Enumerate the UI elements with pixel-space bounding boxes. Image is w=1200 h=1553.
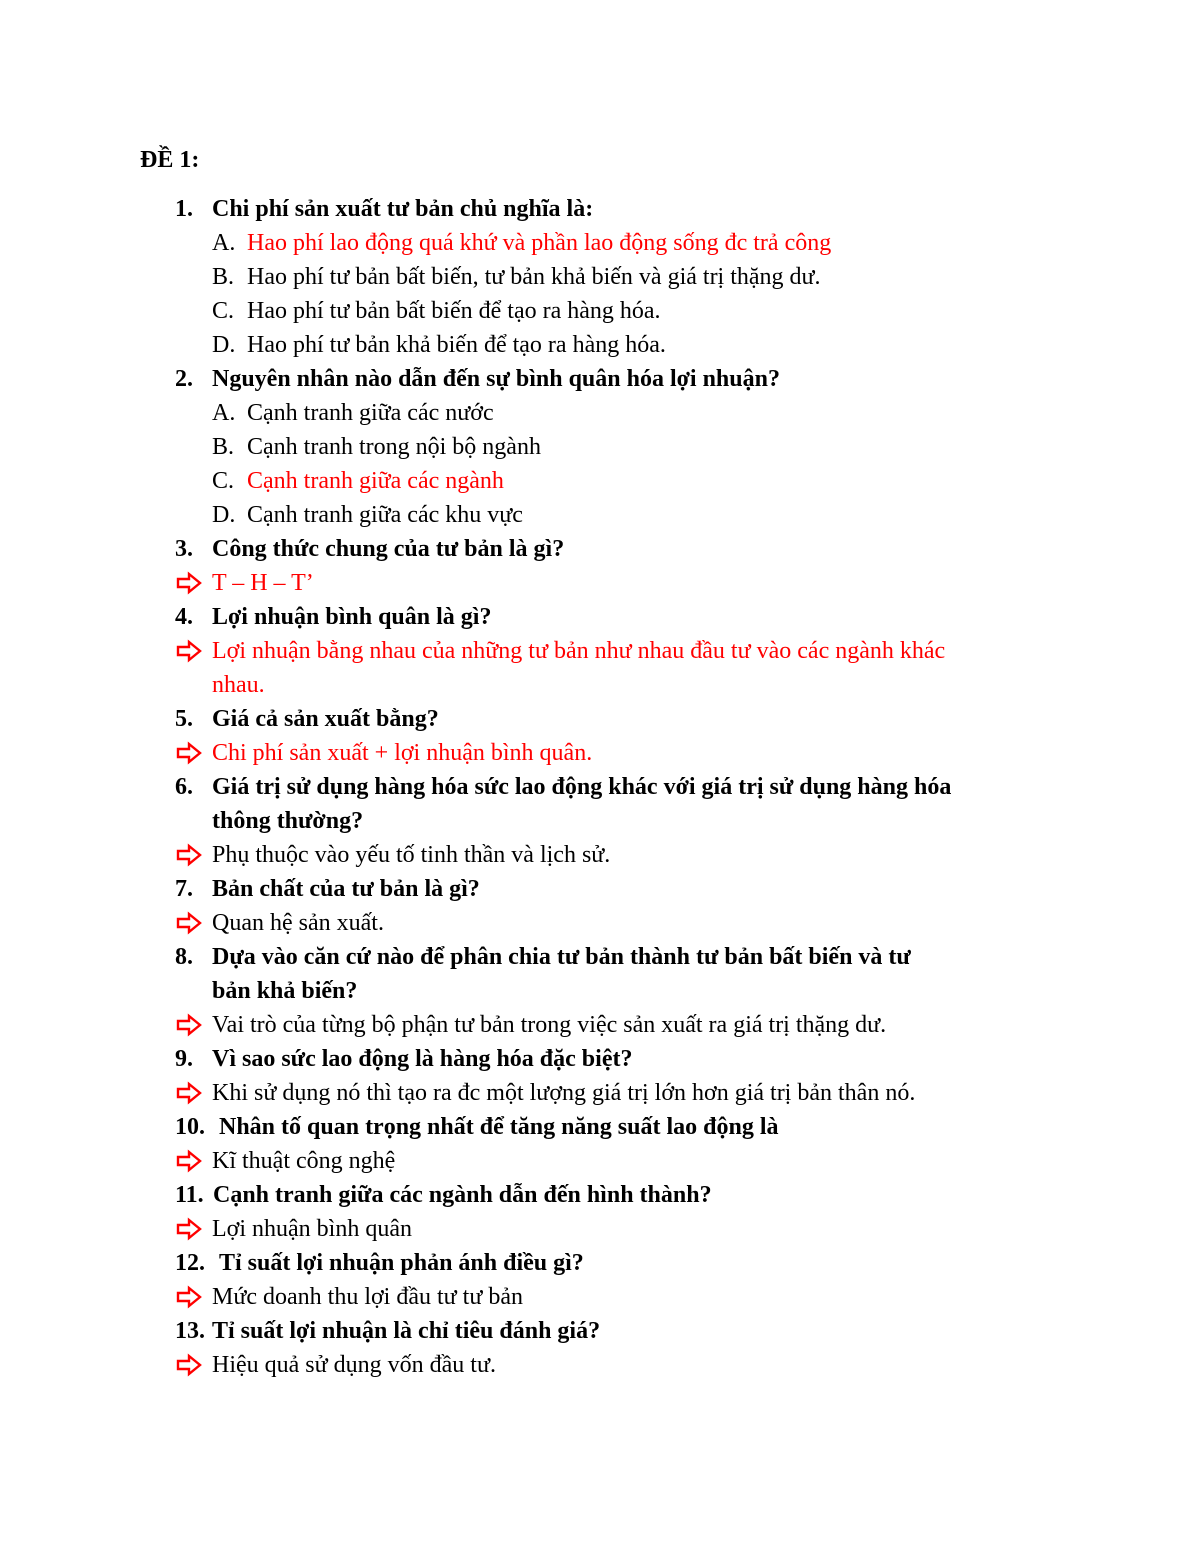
answer-13	[0, 1348, 1200, 1382]
question-5	[0, 702, 1200, 736]
question-text: Chi phí sản xuất tư bản chủ nghĩa là:	[212, 196, 594, 222]
red-right-arrow-icon	[175, 906, 203, 940]
answer-8	[0, 1008, 1200, 1042]
answer-11	[0, 1212, 1200, 1246]
question-13	[0, 1314, 1200, 1348]
question-text: Giá trị sử dụng hàng hóa sức lao động khác với giá trị sử dụng hàng hóa	[212, 774, 952, 800]
answer-5	[0, 736, 1200, 770]
answer-10	[0, 1144, 1200, 1178]
page-title: ĐỀ 1:	[140, 147, 200, 173]
question-8-continued	[0, 974, 1200, 1008]
question-text: Nguyên nhân nào dẫn đến sự bình quân hóa lợi nhuận?	[212, 366, 780, 392]
red-right-arrow-icon	[175, 736, 203, 770]
option-2d	[0, 498, 1200, 532]
answer-12	[0, 1280, 1200, 1314]
question-text: bản khả biến?	[212, 978, 358, 1004]
question-number: 7.	[175, 876, 193, 902]
question-6	[0, 770, 1200, 804]
question-10	[0, 1110, 1200, 1144]
option-1b	[0, 260, 1200, 294]
option-letter: D.	[212, 502, 236, 528]
option-letter: B.	[212, 434, 235, 460]
question-text: Vì sao sức lao động là hàng hóa đặc biệt?	[212, 1046, 633, 1072]
question-text: Lợi nhuận bình quân là gì?	[212, 604, 492, 630]
question-number: 6.	[175, 774, 193, 800]
option-2a	[0, 396, 1200, 430]
option-letter: C.	[212, 298, 235, 324]
question-list	[0, 192, 1200, 1382]
answer-4-continued	[0, 668, 1200, 702]
question-text: Công thức chung của tư bản là gì?	[212, 536, 565, 562]
question-12	[0, 1246, 1200, 1280]
option-text-correct: Cạnh tranh giữa các ngành	[247, 468, 504, 494]
option-2c	[0, 464, 1200, 498]
question-3	[0, 532, 1200, 566]
option-text-correct: Hao phí lao động quá khứ và phần lao động sống đc trả công	[247, 230, 832, 256]
answer-text: T – H – T’	[212, 570, 314, 596]
option-1a	[0, 226, 1200, 260]
question-text: Tỉ suất lợi nhuận là chỉ tiêu đánh giá?	[212, 1318, 601, 1344]
option-text: Hao phí tư bản bất biến để tạo ra hàng hóa.	[247, 298, 661, 324]
question-number: 12.	[175, 1250, 205, 1276]
question-number: 3.	[175, 536, 193, 562]
answer-text: Khi sử dụng nó thì tạo ra đc một lượng giá trị lớn hơn giá trị bản thân nó.	[212, 1080, 916, 1106]
option-letter: C.	[212, 468, 235, 494]
red-right-arrow-icon	[175, 1076, 203, 1110]
question-number: 11.	[175, 1182, 204, 1208]
question-text: thông thường?	[212, 808, 364, 834]
answer-3	[0, 566, 1200, 600]
question-number: 10.	[175, 1114, 205, 1140]
red-right-arrow-icon	[175, 634, 203, 668]
option-letter: A.	[212, 230, 236, 256]
answer-4	[0, 634, 1200, 668]
question-7	[0, 872, 1200, 906]
answer-text: Quan hệ sản xuất.	[212, 910, 384, 936]
red-right-arrow-icon	[175, 566, 203, 600]
question-number: 1.	[175, 196, 193, 222]
question-text: Cạnh tranh giữa các ngành dẫn đến hình thành?	[213, 1182, 712, 1208]
answer-9	[0, 1076, 1200, 1110]
question-9	[0, 1042, 1200, 1076]
red-right-arrow-icon	[175, 1008, 203, 1042]
red-right-arrow-icon	[175, 838, 203, 872]
red-right-arrow-icon	[175, 1212, 203, 1246]
option-2b	[0, 430, 1200, 464]
option-1d	[0, 328, 1200, 362]
question-number: 8.	[175, 944, 193, 970]
option-text: Hao phí tư bản bất biến, tư bản khả biến và giá trị thặng dư.	[247, 264, 821, 290]
question-6-continued	[0, 804, 1200, 838]
question-2	[0, 362, 1200, 396]
answer-text: nhau.	[212, 672, 265, 698]
option-letter: A.	[212, 400, 236, 426]
question-text: Dựa vào căn cứ nào để phân chia tư bản thành tư bản bất biến và tư	[212, 944, 911, 970]
answer-text: Lợi nhuận bình quân	[212, 1216, 412, 1242]
option-letter: D.	[212, 332, 236, 358]
option-1c	[0, 294, 1200, 328]
option-letter: B.	[212, 264, 235, 290]
question-number: 5.	[175, 706, 193, 732]
question-number: 2.	[175, 366, 193, 392]
question-number: 13.	[175, 1318, 205, 1344]
answer-7	[0, 906, 1200, 940]
question-number: 4.	[175, 604, 193, 630]
option-text: Cạnh tranh giữa các khu vực	[247, 502, 523, 528]
answer-text: Hiệu quả sử dụng vốn đầu tư.	[212, 1352, 496, 1378]
question-text: Bản chất của tư bản là gì?	[212, 876, 480, 902]
red-right-arrow-icon	[175, 1144, 203, 1178]
question-text: Tỉ suất lợi nhuận phản ánh điều gì?	[219, 1250, 584, 1276]
answer-text: Vai trò của từng bộ phận tư bản trong việc sản xuất ra giá trị thặng dư.	[212, 1012, 887, 1038]
question-4	[0, 600, 1200, 634]
question-1	[0, 192, 1200, 226]
question-8	[0, 940, 1200, 974]
option-text: Cạnh tranh trong nội bộ ngành	[247, 434, 541, 460]
answer-text: Lợi nhuận bằng nhau của những tư bản như nhau đầu tư vào các ngành khác	[212, 638, 946, 664]
answer-text: Chi phí sản xuất + lợi nhuận bình quân.	[212, 740, 593, 766]
answer-text: Phụ thuộc vào yếu tố tinh thần và lịch sử.	[212, 842, 611, 868]
question-number: 9.	[175, 1046, 193, 1072]
question-11	[0, 1178, 1200, 1212]
answer-6	[0, 838, 1200, 872]
red-right-arrow-icon	[175, 1348, 203, 1382]
answer-text: Kĩ thuật công nghệ	[212, 1148, 396, 1174]
question-text: Giá cả sản xuất bằng?	[212, 706, 439, 732]
red-right-arrow-icon	[175, 1280, 203, 1314]
answer-text: Mức doanh thu lợi đầu tư tư bản	[212, 1284, 524, 1310]
option-text: Cạnh tranh giữa các nước	[247, 400, 494, 426]
option-text: Hao phí tư bản khả biến để tạo ra hàng hóa.	[247, 332, 666, 358]
question-text: Nhân tố quan trọng nhất để tăng năng suất lao động là	[219, 1114, 779, 1140]
